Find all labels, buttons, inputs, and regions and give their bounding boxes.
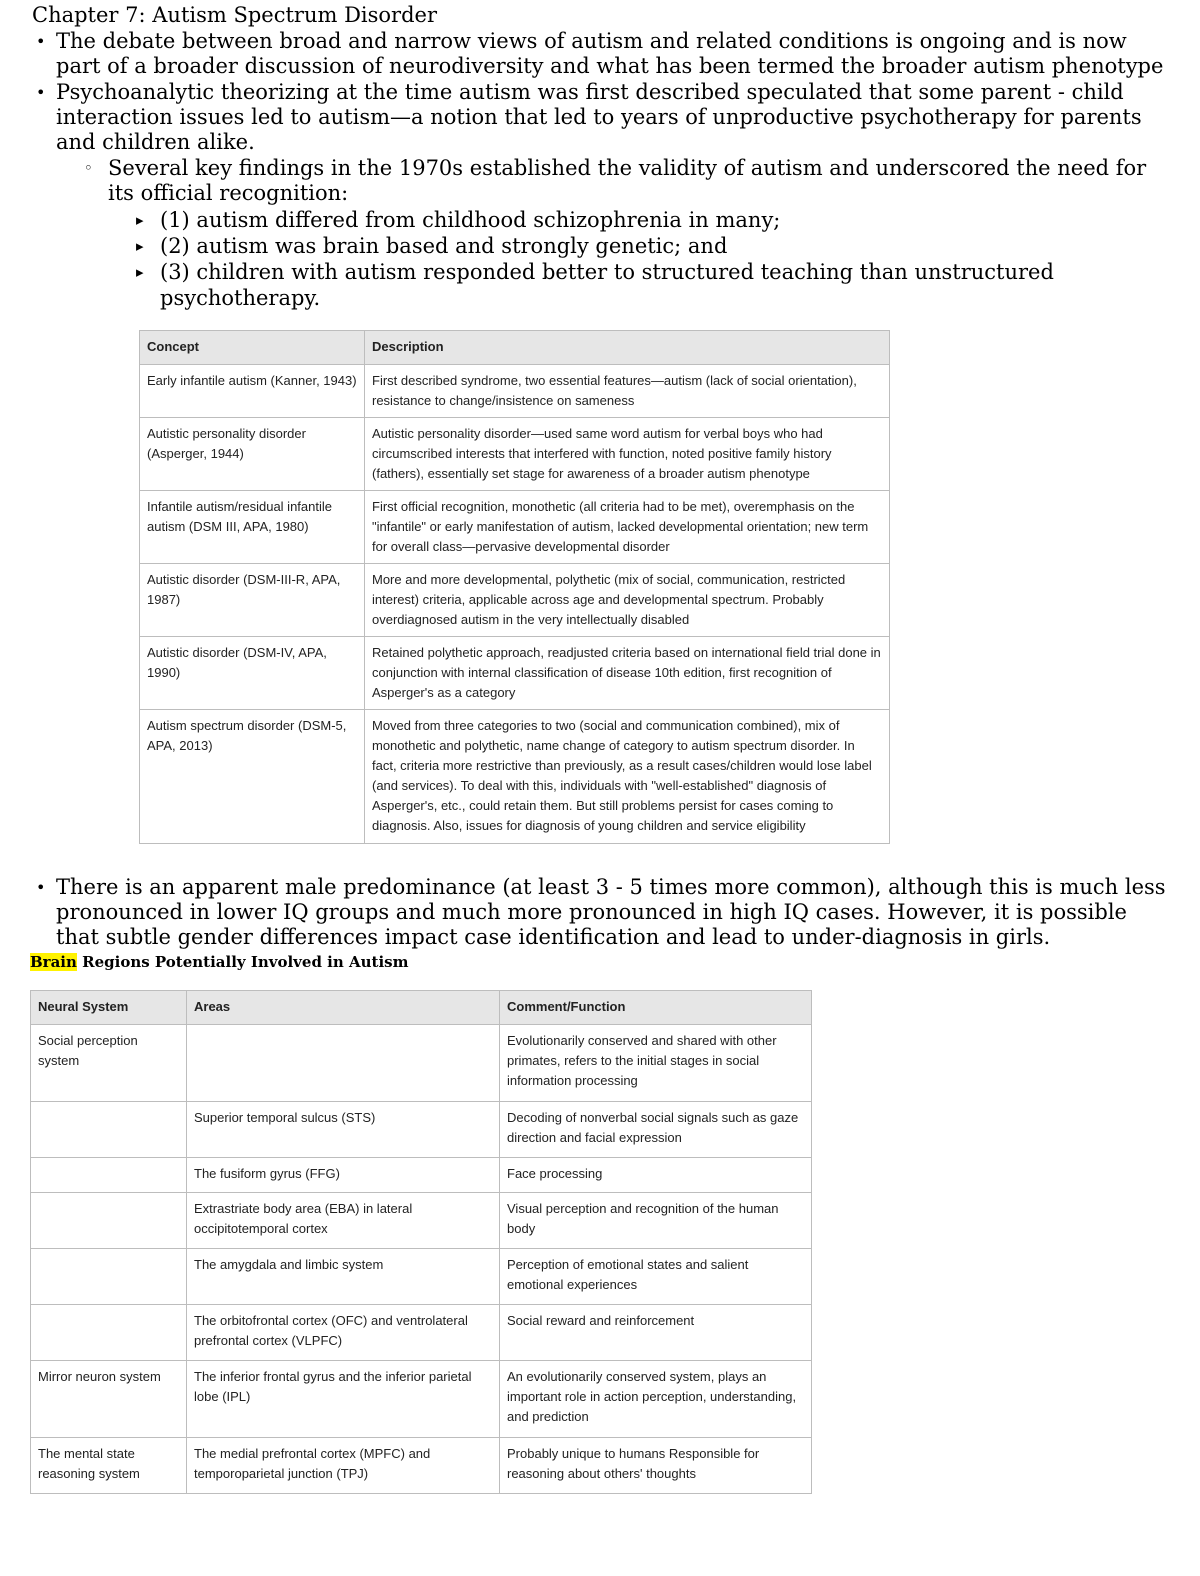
description-cell: First official recognition, monothetic (all criteria had to be met), overemphasis on the "infantile" or early manifestation of autism, lacked developmental orientation; new term for overall class—pervasive developmental disorder	[365, 491, 890, 564]
table-row	[140, 418, 890, 491]
comment-cell: Probably unique to humans Responsible for reasoning about others' thoughts	[500, 1438, 812, 1494]
system-cell	[31, 1158, 187, 1193]
finding-item: ▸ (3) children with autism responded better to structured teaching than unstructured psychotherapy.	[160, 259, 1060, 311]
table-row	[31, 1025, 812, 1102]
table-row	[31, 1102, 812, 1158]
system-cell	[31, 1102, 187, 1158]
finding-item: ▸ (2) autism was brain based and strongly genetic; and	[160, 233, 1060, 259]
areas-cell: The medial prefrontal cortex (MPFC) and temporoparietal junction (TPJ)	[187, 1438, 500, 1494]
system-cell: Social perception system	[31, 1025, 187, 1102]
concept-cell: Autistic personality disorder (Asperger, 1944)	[140, 418, 365, 491]
areas-cell	[187, 1025, 500, 1102]
bullet-psychoanalytic: • Psychoanalytic theorizing at the time autism was first described speculated that some parent - child interaction issues led to autism—a notion that led to years of unproductive psychotherapy for parents and children alike.	[56, 80, 1176, 155]
table-row	[140, 365, 890, 418]
system-cell: The mental state reasoning system	[31, 1438, 187, 1494]
table-header-row	[140, 331, 890, 365]
system-cell	[31, 1193, 187, 1249]
concept-history-table	[139, 330, 890, 844]
concept-cell: Infantile autism/residual infantile autism (DSM III, APA, 1980)	[140, 491, 365, 564]
column-header: Description	[365, 331, 890, 365]
table-caption	[30, 953, 408, 971]
sub-bullet-key-findings: ◦ Several key findings in the 1970s established the validity of autism and underscored the need for its official recognition:	[108, 156, 1168, 206]
description-cell: First described syndrome, two essential features—autism (lack of social orientation), resistance to change/insistence on sameness	[365, 365, 890, 418]
table-row	[140, 491, 890, 564]
page-title: Chapter 7: Autism Spectrum Disorder	[32, 3, 437, 27]
column-header: Comment/Function	[500, 991, 812, 1025]
comment-cell: Social reward and reinforcement	[500, 1305, 812, 1361]
comment-cell: Decoding of nonverbal social signals such as gaze direction and facial expression	[500, 1102, 812, 1158]
areas-cell: Superior temporal sulcus (STS)	[187, 1102, 500, 1158]
areas-cell: The inferior frontal gyrus and the inferior parietal lobe (IPL)	[187, 1361, 500, 1438]
table-row	[31, 1361, 812, 1438]
table-row	[31, 1158, 812, 1193]
system-cell: Mirror neuron system	[31, 1361, 187, 1438]
concept-cell: Early infantile autism (Kanner, 1943)	[140, 365, 365, 418]
bullet-broad-narrow: • The debate between broad and narrow views of autism and related conditions is ongoing and is now part of a broader discussion of neurodiversity and what has been termed the broader autism phenotype	[56, 29, 1176, 79]
table-row	[140, 637, 890, 710]
table-row	[140, 564, 890, 637]
system-cell	[31, 1249, 187, 1305]
brain-regions-table	[30, 990, 812, 1494]
highlighted-word: Brain	[30, 953, 77, 971]
table-header-row	[31, 991, 812, 1025]
column-header: Areas	[187, 991, 500, 1025]
comment-cell: An evolutionarily conserved system, plays an important role in action perception, understanding, and prediction	[500, 1361, 812, 1438]
concept-cell: Autistic disorder (DSM-IV, APA, 1990)	[140, 637, 365, 710]
comment-cell: Perception of emotional states and salient emotional experiences	[500, 1249, 812, 1305]
table-row	[31, 1193, 812, 1249]
concept-cell: Autism spectrum disorder (DSM-5, APA, 2013)	[140, 710, 365, 844]
table-row	[31, 1305, 812, 1361]
table-row	[140, 710, 890, 844]
concept-cell: Autistic disorder (DSM-III-R, APA, 1987)	[140, 564, 365, 637]
comment-cell: Evolutionarily conserved and shared with other primates, refers to the initial stages in social information processing	[500, 1025, 812, 1102]
finding-item: ▸ (1) autism differed from childhood schizophrenia in many;	[160, 207, 1060, 233]
description-cell: Moved from three categories to two (social and communication combined), mix of monothetic and polythetic, name change of category to autism spectrum disorder. In fact, criteria more restrictive than previously, as a result cases/children would lose label (and services). To deal with this, individuals with "well-established" diagnosis of Asperger's, etc., could retain them. But still problems persist for cases coming to diagnosis. Also, issues for diagnosis of young children and service eligibility	[365, 710, 890, 844]
column-header: Neural System	[31, 991, 187, 1025]
areas-cell: The fusiform gyrus (FFG)	[187, 1158, 500, 1193]
table-row	[31, 1438, 812, 1494]
description-cell: More and more developmental, polythetic (mix of social, communication, restricted interest) criteria, applicable across age and developmental spectrum. Probably overdiagnosed autism in the very intellectually disabled	[365, 564, 890, 637]
comment-cell: Visual perception and recognition of the human body	[500, 1193, 812, 1249]
description-cell: Retained polythetic approach, readjusted criteria based on international field trial done in conjunction with internal classification of disease 10th edition, first recognition of Asperger's as a category	[365, 637, 890, 710]
system-cell	[31, 1305, 187, 1361]
table-row	[31, 1249, 812, 1305]
caption-text: Regions Potentially Involved in Autism	[76, 953, 409, 971]
areas-cell: The orbitofrontal cortex (OFC) and ventrolateral prefrontal cortex (VLPFC)	[187, 1305, 500, 1361]
column-header: Concept	[140, 331, 365, 365]
bullet-male-predominance: • There is an apparent male predominance (at least 3 - 5 times more common), although this is much less pronounced in lower IQ groups and much more pronounced in high IQ cases. However, it is possible that subtle gender differences impact case identification and lead to under-diagnosis in girls.	[56, 875, 1176, 950]
areas-cell: Extrastriate body area (EBA) in lateral occipitotemporal cortex	[187, 1193, 500, 1249]
description-cell: Autistic personality disorder—used same word autism for verbal boys who had circumscribed interests that interfered with function, noted positive family history (fathers), essentially set stage for awareness of a broader autism phenotype	[365, 418, 890, 491]
areas-cell: The amygdala and limbic system	[187, 1249, 500, 1305]
comment-cell: Face processing	[500, 1158, 812, 1193]
